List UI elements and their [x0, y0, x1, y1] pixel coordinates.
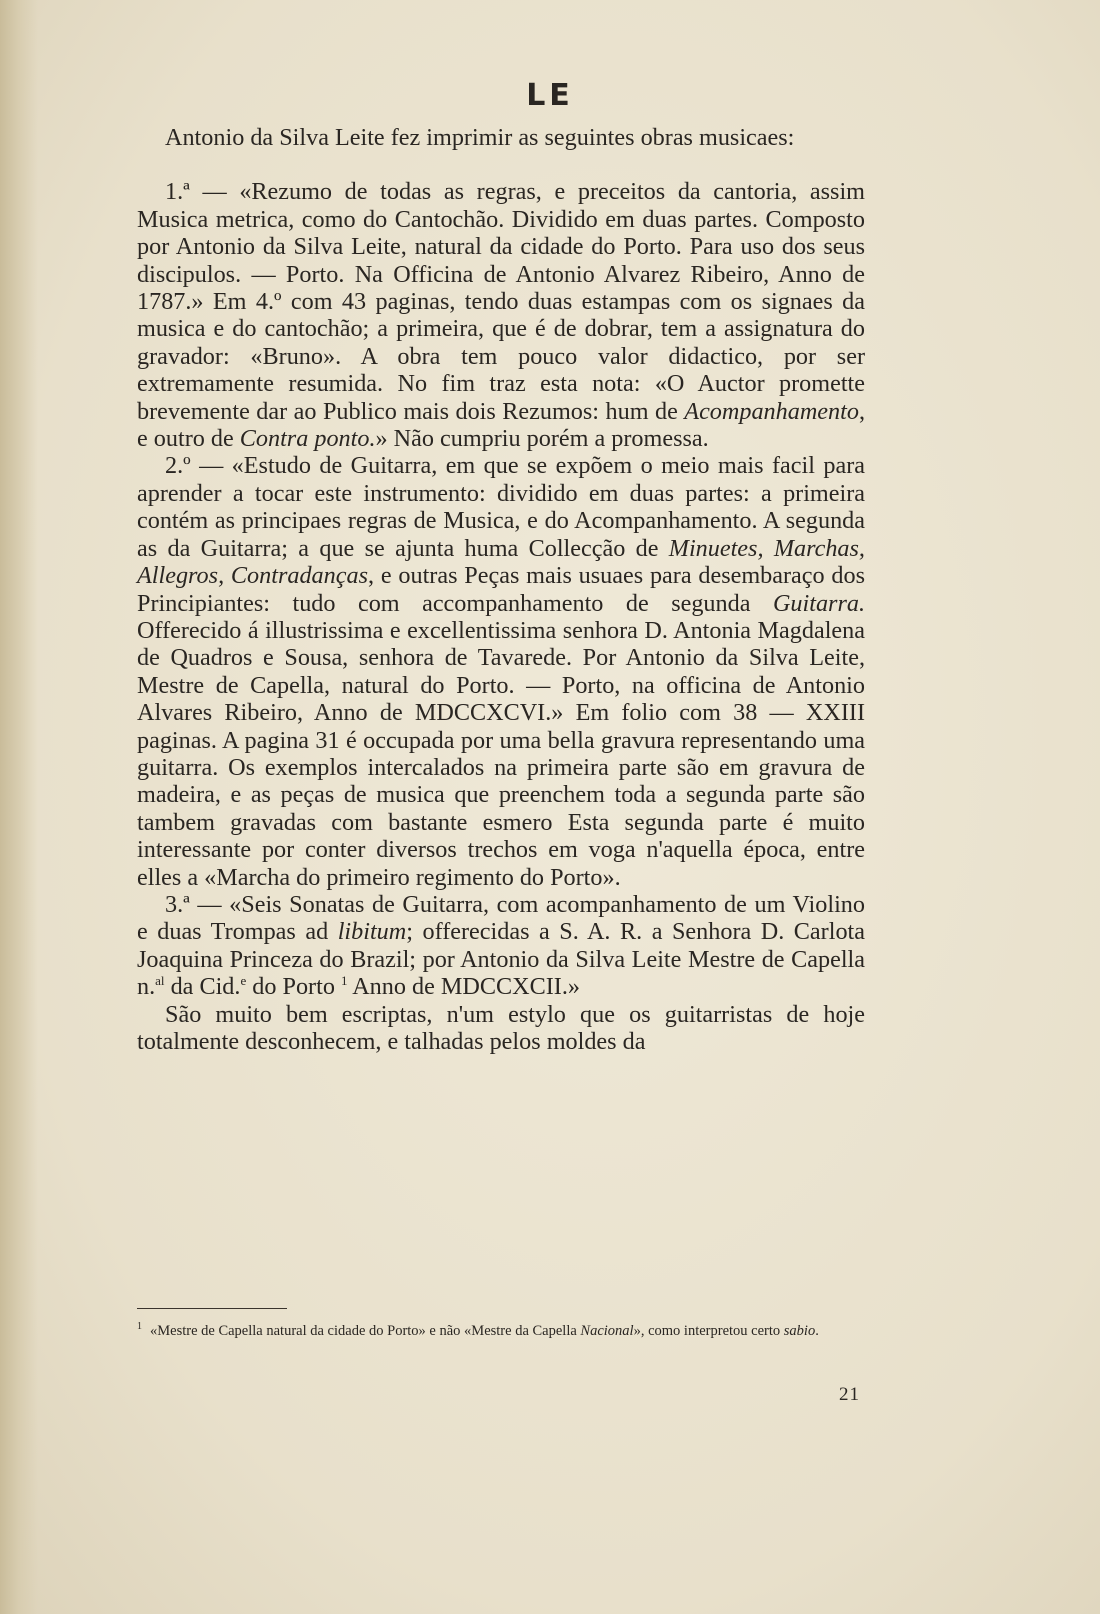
running-head: LE	[526, 78, 574, 113]
closing-paragraph: São muito bem escriptas, n'um estylo que os guitarristas de hoje totalmente desconhecem, e talhadas pelos moldes da	[137, 1000, 865, 1055]
body-text	[137, 124, 865, 1055]
book-spine-shadow	[0, 0, 38, 1614]
item-3-paragraph: 3.ª — «Seis Sonatas de Guitarra, com acompanhamento de um Violino e duas Trompas ad libitum; offerecidas a S. A. R. a Senhora D. Carlota Joaquina Princeza do Brazil; por Antonio da Silva Leite Mestre de Capella n.$^{al}$ da Cid.$^e$ do Porto $^1$ Anno de MDCCXCII.»	[137, 890, 865, 1001]
footnote: $^1$ «Mestre de Capella natural da cidade do Porto» e não «Mestre da Capella Nacional», como interpretou certo sabio.	[137, 1321, 819, 1339]
item-1-paragraph: 1.ª — «Rezumo de todas as regras, e preceitos da cantoria, assim Musica metrica, como do Cantochão. Dividido em duas partes. Composto por Antonio da Silva Leite, natural da cidade do Porto. Para uso dos seus discipulos. — Porto. Na Officina de Antonio Alvarez Ribeiro, Anno de 1787.» Em 4.º com 43 paginas, tendo duas estampas com os signaes da musica e do cantochão; a primeira, que é de dobrar, tem a assignatura do gravador: «Bruno». A obra tem pouco valor didactico, por ser extremamente resumida. No fim traz esta nota: «O Auctor promette brevemente dar ao Publico mais dois Rezumos: hum de Acompanhamento, e outro de Contra ponto.» Não cumpriu porém a promessa.	[137, 178, 865, 453]
intro-paragraph: Antonio da Silva Leite fez imprimir as seguintes obras musicaes:	[165, 124, 795, 151]
page-number: 21	[839, 1384, 860, 1405]
footnote-rule	[137, 1308, 287, 1309]
item-2-paragraph: 2.º — «Estudo de Guitarra, em que se expõem o meio mais facil para aprender a tocar este instrumento: dividido em duas partes: a primeira contém as principaes regras de Musica, e do Acompanhamento. A segunda as da Guitarra; a que se ajunta huma Collecção de Minuetes, Marchas, Allegros, Contradanças, e outras Peças mais usuaes para desembaraço dos Principiantes: tudo com accompanhamento de segunda Guitarra. Offerecido á illustrissima e excellentissima senhora D. Antonia Magdalena de Quadros e Sousa, senhora de Tavarede. Por Antonio da Silva Leite, Mestre de Capella, natural do Porto. — Porto, na officina de Antonio Alvares Ribeiro, Anno de MDCCXCVI.» Em folio com 38 — XXIII paginas. A pagina 31 é occupada por uma bella gravura representando uma guitarra. Os exemplos intercalados na primeira parte são em gravura de madeira, e as peças de musica que preenchem toda a segunda parte são tambem gravadas com bastante esmero Esta segunda parte é muito interessante por conter diversos trechos em voga n'aquella época, entre elles a «Marcha do primeiro regimento do Porto».	[137, 452, 866, 891]
footnote-reference: 1	[340, 973, 348, 989]
